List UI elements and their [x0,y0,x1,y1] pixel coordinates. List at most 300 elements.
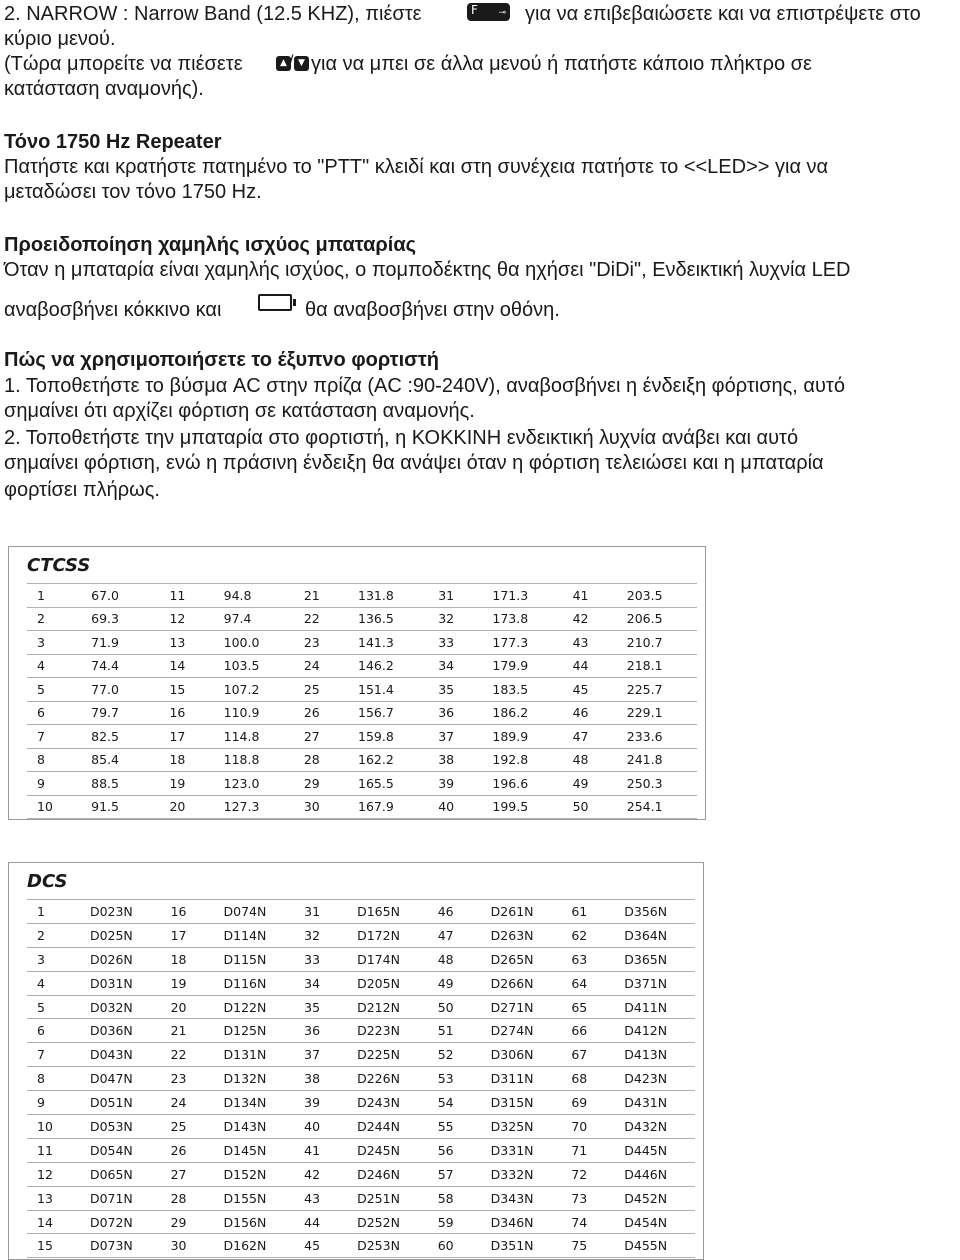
dcs-index-cell: 13 [27,1186,80,1210]
dcs-index-cell: 42 [294,1162,347,1186]
dcs-row [27,900,695,924]
dcs-value-cell: D073N [80,1234,161,1258]
dcs-value-cell: D343N [481,1186,562,1210]
dcs-value-cell: D365N [614,947,695,971]
dcs-row [27,923,695,947]
dcs-value-cell: D223N [347,1019,428,1043]
narrow-line3-end: για να μπει σε άλλα μενού ή πατήστε κάποιο πλήκτρο σε [311,53,812,75]
dcs-value-cell: D051N [80,1091,161,1115]
dcs-table [27,899,695,1258]
ctcss-index-cell: 43 [563,631,617,655]
ctcss-index-cell: 31 [428,584,482,608]
ctcss-value-cell: 71.9 [81,631,159,655]
ctcss-row [27,631,697,655]
dcs-value-cell: D165N [347,900,428,924]
dcs-value-cell: D115N [214,947,295,971]
dcs-index-cell: 37 [294,1043,347,1067]
dcs-value-cell: D253N [347,1234,428,1258]
dcs-value-cell: D445N [614,1138,695,1162]
dcs-value-cell: D122N [214,995,295,1019]
ctcss-index-cell: 46 [563,701,617,725]
ctcss-value-cell: 162.2 [348,748,428,772]
dcs-row [27,947,695,971]
dcs-index-cell: 1 [27,900,80,924]
ctcss-index-cell: 8 [27,748,81,772]
dcs-value-cell: D325N [481,1115,562,1139]
ctcss-value-cell: 199.5 [482,795,562,819]
ctcss-index-cell: 50 [563,795,617,819]
dcs-value-cell: D131N [214,1043,295,1067]
dcs-value-cell: D332N [481,1162,562,1186]
ctcss-index-cell: 27 [294,725,348,749]
charger-line2: σημαίνει ότι αρχίζει φόρτιση σε κατάσταση αναμονής. [4,400,475,422]
dcs-index-cell: 53 [428,1067,481,1091]
dcs-row [27,995,695,1019]
dcs-value-cell: D274N [481,1019,562,1043]
ctcss-value-cell: 127.3 [214,795,294,819]
dcs-value-cell: D431N [614,1091,695,1115]
key-separator: / [289,53,294,70]
ctcss-index-cell: 14 [159,654,213,678]
ctcss-index-cell: 49 [563,772,617,796]
dcs-index-cell: 70 [561,1115,614,1139]
ctcss-index-cell: 29 [294,772,348,796]
ctcss-panel [8,546,706,820]
f-key-label: F [471,3,478,17]
ctcss-index-cell: 45 [563,678,617,702]
ctcss-index-cell: 6 [27,701,81,725]
ctcss-index-cell: 10 [27,795,81,819]
ctcss-value-cell: 254.1 [617,795,697,819]
dcs-index-cell: 73 [561,1186,614,1210]
dcs-index-cell: 36 [294,1019,347,1043]
dcs-index-cell: 10 [27,1115,80,1139]
dcs-index-cell: 15 [27,1234,80,1258]
dcs-value-cell: D454N [614,1210,695,1234]
ctcss-value-cell: 151.4 [348,678,428,702]
ctcss-value-cell: 88.5 [81,772,159,796]
battery-icon [258,294,292,311]
dcs-value-cell: D244N [347,1115,428,1139]
dcs-index-cell: 48 [428,947,481,971]
dcs-value-cell: D246N [347,1162,428,1186]
ctcss-index-cell: 41 [563,584,617,608]
dcs-value-cell: D152N [214,1162,295,1186]
dcs-index-cell: 18 [161,947,214,971]
ctcss-index-cell: 36 [428,701,482,725]
ctcss-index-cell: 13 [159,631,213,655]
dcs-value-cell: D116N [214,971,295,995]
ctcss-row [27,725,697,749]
ctcss-row [27,607,697,631]
ctcss-index-cell: 48 [563,748,617,772]
dcs-index-cell: 19 [161,971,214,995]
dcs-index-cell: 8 [27,1067,80,1091]
ctcss-value-cell: 97.4 [214,607,294,631]
dcs-value-cell: D031N [80,971,161,995]
ctcss-index-cell: 5 [27,678,81,702]
dcs-index-cell: 62 [561,923,614,947]
ctcss-value-cell: 203.5 [617,584,697,608]
ctcss-value-cell: 123.0 [214,772,294,796]
dcs-value-cell: D371N [614,971,695,995]
ctcss-value-cell: 69.3 [81,607,159,631]
dcs-value-cell: D446N [614,1162,695,1186]
dcs-index-cell: 69 [561,1091,614,1115]
charger-line5: φορτίσει πλήρως. [4,479,160,501]
dcs-index-cell: 25 [161,1115,214,1139]
dcs-index-cell: 29 [161,1210,214,1234]
dcs-row [27,1210,695,1234]
dcs-index-cell: 47 [428,923,481,947]
charger-line1: 1. Τοποθετήστε το βύσμα AC στην πρίζα (AC :90-240V), αναβοσβήνει η ένδειξη φόρτισης, αυτό [4,375,845,397]
dcs-value-cell: D331N [481,1138,562,1162]
ctcss-value-cell: 103.5 [214,654,294,678]
dcs-index-cell: 28 [161,1186,214,1210]
battery-line2-end: θα αναβοσβήνει στην οθόνη. [305,299,560,321]
ctcss-index-cell: 17 [159,725,213,749]
charger-heading: Πώς να χρησιμοποιήσετε το έξυπνο φορτιστή [4,349,439,371]
dcs-value-cell: D315N [481,1091,562,1115]
ctcss-row [27,654,697,678]
dcs-value-cell: D036N [80,1019,161,1043]
dcs-index-cell: 63 [561,947,614,971]
ctcss-value-cell: 165.5 [348,772,428,796]
dcs-value-cell: D212N [347,995,428,1019]
dcs-value-cell: D025N [80,923,161,947]
dcs-index-cell: 14 [27,1210,80,1234]
dcs-value-cell: D452N [614,1186,695,1210]
ctcss-index-cell: 3 [27,631,81,655]
ctcss-value-cell: 177.3 [482,631,562,655]
ctcss-index-cell: 35 [428,678,482,702]
ctcss-index-cell: 22 [294,607,348,631]
dcs-row [27,1091,695,1115]
dcs-index-cell: 27 [161,1162,214,1186]
dcs-value-cell: D047N [80,1067,161,1091]
dcs-index-cell: 60 [428,1234,481,1258]
dcs-value-cell: D145N [214,1138,295,1162]
dcs-index-cell: 45 [294,1234,347,1258]
ctcss-index-cell: 38 [428,748,482,772]
dcs-row [27,1043,695,1067]
dcs-index-cell: 20 [161,995,214,1019]
dcs-index-cell: 46 [428,900,481,924]
ctcss-table [27,583,697,819]
dcs-index-cell: 4 [27,971,80,995]
ctcss-value-cell: 179.9 [482,654,562,678]
ctcss-index-cell: 47 [563,725,617,749]
dcs-value-cell: D311N [481,1067,562,1091]
charger-line3: 2. Τοποθετήστε την μπαταρία στο φορτιστή, η ΚΟΚΚΙΝΗ ενδεικτική λυχνία ανάβει και αυτό [4,427,799,449]
dcs-panel [8,862,704,1260]
dcs-value-cell: D054N [80,1138,161,1162]
dcs-index-cell: 67 [561,1043,614,1067]
ctcss-index-cell: 4 [27,654,81,678]
ctcss-index-cell: 1 [27,584,81,608]
ctcss-value-cell: 173.8 [482,607,562,631]
dcs-index-cell: 26 [161,1138,214,1162]
narrow-line4: κατάσταση αναμονής). [4,78,204,100]
dcs-index-cell: 68 [561,1067,614,1091]
dcs-row [27,971,695,995]
ctcss-index-cell: 2 [27,607,81,631]
dcs-title: DCS [27,871,68,892]
dcs-row [27,1234,695,1258]
ctcss-index-cell: 30 [294,795,348,819]
ctcss-value-cell: 114.8 [214,725,294,749]
tone-line1: Πατήστε και κρατήστε πατημένο το "PTT" κλειδί και στη συνέχεια πατήστε το <<LED>> για να [4,156,829,178]
ctcss-value-cell: 131.8 [348,584,428,608]
ctcss-value-cell: 233.6 [617,725,697,749]
dcs-row [27,1186,695,1210]
ctcss-value-cell: 196.6 [482,772,562,796]
dcs-row [27,1162,695,1186]
ctcss-value-cell: 206.5 [617,607,697,631]
dcs-value-cell: D306N [481,1043,562,1067]
ctcss-value-cell: 85.4 [81,748,159,772]
ctcss-value-cell: 118.8 [214,748,294,772]
ctcss-row [27,701,697,725]
tone-line2: μεταδώσει τον τόνο 1750 Hz. [4,181,262,203]
dcs-value-cell: D072N [80,1210,161,1234]
ctcss-row [27,795,697,819]
dcs-value-cell: D205N [347,971,428,995]
dcs-value-cell: D043N [80,1043,161,1067]
ctcss-value-cell: 189.9 [482,725,562,749]
dcs-index-cell: 43 [294,1186,347,1210]
ctcss-index-cell: 21 [294,584,348,608]
dcs-index-cell: 38 [294,1067,347,1091]
dcs-value-cell: D261N [481,900,562,924]
dcs-value-cell: D265N [481,947,562,971]
dcs-value-cell: D143N [214,1115,295,1139]
dcs-index-cell: 75 [561,1234,614,1258]
ctcss-value-cell: 82.5 [81,725,159,749]
dcs-index-cell: 66 [561,1019,614,1043]
ctcss-row [27,772,697,796]
dcs-index-cell: 55 [428,1115,481,1139]
dcs-value-cell: D065N [80,1162,161,1186]
dcs-value-cell: D134N [214,1091,295,1115]
down-key-icon: ▼ [294,56,309,71]
ctcss-value-cell: 250.3 [617,772,697,796]
ctcss-index-cell: 42 [563,607,617,631]
dcs-value-cell: D356N [614,900,695,924]
dcs-index-cell: 35 [294,995,347,1019]
up-key-icon: ▲ [276,56,291,71]
narrow-line3-start: (Τώρα μπορείτε να πιέσετε [4,53,243,75]
dcs-index-cell: 71 [561,1138,614,1162]
dcs-value-cell: D225N [347,1043,428,1067]
battery-line2-start: αναβοσβήνει κόκκινο και [4,299,222,321]
narrow-line1-end: για να επιβεβαιώσετε και να επιστρέψετε στο [525,3,921,25]
ctcss-index-cell: 40 [428,795,482,819]
ctcss-value-cell: 192.8 [482,748,562,772]
dcs-value-cell: D413N [614,1043,695,1067]
ctcss-value-cell: 141.3 [348,631,428,655]
ctcss-index-cell: 19 [159,772,213,796]
ctcss-value-cell: 91.5 [81,795,159,819]
dcs-index-cell: 21 [161,1019,214,1043]
dcs-value-cell: D455N [614,1234,695,1258]
ctcss-value-cell: 100.0 [214,631,294,655]
ctcss-value-cell: 229.1 [617,701,697,725]
ctcss-value-cell: 67.0 [81,584,159,608]
dcs-index-cell: 40 [294,1115,347,1139]
tone-heading: Τόνο 1750 Hz Repeater [4,131,222,153]
ctcss-value-cell: 156.7 [348,701,428,725]
dcs-value-cell: D155N [214,1186,295,1210]
ctcss-value-cell: 241.8 [617,748,697,772]
f-key-icon [467,3,510,21]
dcs-index-cell: 24 [161,1091,214,1115]
ctcss-value-cell: 136.5 [348,607,428,631]
dcs-value-cell: D226N [347,1067,428,1091]
dcs-value-cell: D346N [481,1210,562,1234]
ctcss-index-cell: 15 [159,678,213,702]
dcs-index-cell: 32 [294,923,347,947]
ctcss-value-cell: 159.8 [348,725,428,749]
dcs-value-cell: D364N [614,923,695,947]
dcs-index-cell: 65 [561,995,614,1019]
ctcss-value-cell: 94.8 [214,584,294,608]
dcs-index-cell: 54 [428,1091,481,1115]
dcs-value-cell: D125N [214,1019,295,1043]
ctcss-row [27,584,697,608]
dcs-value-cell: D252N [347,1210,428,1234]
ctcss-value-cell: 79.7 [81,701,159,725]
dcs-value-cell: D172N [347,923,428,947]
dcs-value-cell: D114N [214,923,295,947]
battery-heading: Προειδοποίηση χαμηλής ισχύος μπαταρίας [4,234,417,256]
dcs-index-cell: 49 [428,971,481,995]
dcs-value-cell: D266N [481,971,562,995]
dcs-index-cell: 58 [428,1186,481,1210]
ctcss-value-cell: 210.7 [617,631,697,655]
dcs-index-cell: 44 [294,1210,347,1234]
dcs-value-cell: D271N [481,995,562,1019]
ctcss-index-cell: 11 [159,584,213,608]
dcs-index-cell: 56 [428,1138,481,1162]
dcs-index-cell: 23 [161,1067,214,1091]
ctcss-value-cell: 74.4 [81,654,159,678]
dcs-value-cell: D243N [347,1091,428,1115]
dcs-index-cell: 64 [561,971,614,995]
dcs-value-cell: D174N [347,947,428,971]
ctcss-value-cell: 218.1 [617,654,697,678]
dcs-row [27,1019,695,1043]
dcs-index-cell: 57 [428,1162,481,1186]
charger-line4: σημαίνει φόρτιση, ενώ η πράσινη ένδειξη θα ανάψει όταν η φόρτιση τελειώσει και η μπαταρία [4,452,824,474]
ctcss-index-cell: 39 [428,772,482,796]
dcs-row [27,1067,695,1091]
ctcss-index-cell: 18 [159,748,213,772]
ctcss-index-cell: 20 [159,795,213,819]
dcs-value-cell: D245N [347,1138,428,1162]
narrow-line2: κύριο μενού. [4,28,116,50]
dcs-index-cell: 31 [294,900,347,924]
dcs-index-cell: 12 [27,1162,80,1186]
dcs-index-cell: 3 [27,947,80,971]
dcs-value-cell: D411N [614,995,695,1019]
ctcss-value-cell: 146.2 [348,654,428,678]
ctcss-index-cell: 7 [27,725,81,749]
ctcss-index-cell: 9 [27,772,81,796]
dcs-value-cell: D053N [80,1115,161,1139]
dcs-index-cell: 17 [161,923,214,947]
dcs-index-cell: 74 [561,1210,614,1234]
dcs-index-cell: 52 [428,1043,481,1067]
dcs-value-cell: D026N [80,947,161,971]
dcs-index-cell: 5 [27,995,80,1019]
ctcss-index-cell: 26 [294,701,348,725]
dcs-index-cell: 34 [294,971,347,995]
dcs-value-cell: D423N [614,1067,695,1091]
dcs-row [27,1138,695,1162]
ctcss-row [27,678,697,702]
dcs-value-cell: D432N [614,1115,695,1139]
dcs-row [27,1115,695,1139]
dcs-index-cell: 6 [27,1019,80,1043]
key-lock-icon: ⊸ [498,8,506,18]
dcs-index-cell: 33 [294,947,347,971]
dcs-index-cell: 50 [428,995,481,1019]
dcs-value-cell: D132N [214,1067,295,1091]
ctcss-index-cell: 34 [428,654,482,678]
ctcss-value-cell: 186.2 [482,701,562,725]
ctcss-index-cell: 32 [428,607,482,631]
dcs-value-cell: D156N [214,1210,295,1234]
dcs-index-cell: 61 [561,900,614,924]
ctcss-index-cell: 33 [428,631,482,655]
dcs-index-cell: 59 [428,1210,481,1234]
dcs-value-cell: D351N [481,1234,562,1258]
ctcss-value-cell: 183.5 [482,678,562,702]
dcs-value-cell: D023N [80,900,161,924]
ctcss-title: CTCSS [27,555,91,576]
dcs-value-cell: D074N [214,900,295,924]
ctcss-index-cell: 28 [294,748,348,772]
dcs-index-cell: 72 [561,1162,614,1186]
dcs-value-cell: D263N [481,923,562,947]
dcs-index-cell: 16 [161,900,214,924]
dcs-index-cell: 9 [27,1091,80,1115]
dcs-value-cell: D032N [80,995,161,1019]
dcs-index-cell: 7 [27,1043,80,1067]
ctcss-index-cell: 12 [159,607,213,631]
dcs-index-cell: 41 [294,1138,347,1162]
ctcss-value-cell: 225.7 [617,678,697,702]
ctcss-index-cell: 24 [294,654,348,678]
ctcss-value-cell: 110.9 [214,701,294,725]
dcs-index-cell: 30 [161,1234,214,1258]
dcs-index-cell: 11 [27,1138,80,1162]
battery-line1: Όταν η μπαταρία είναι χαμηλής ισχύος, ο πομποδέκτης θα ηχήσει "DiDi", Ενδεικτική λυχνία LED [4,259,851,281]
ctcss-value-cell: 107.2 [214,678,294,702]
ctcss-index-cell: 16 [159,701,213,725]
dcs-value-cell: D162N [214,1234,295,1258]
dcs-value-cell: D412N [614,1019,695,1043]
dcs-index-cell: 39 [294,1091,347,1115]
ctcss-index-cell: 25 [294,678,348,702]
dcs-index-cell: 2 [27,923,80,947]
ctcss-row [27,748,697,772]
ctcss-index-cell: 37 [428,725,482,749]
dcs-value-cell: D251N [347,1186,428,1210]
narrow-line1-start: 2. NARROW : Narrow Band (12.5 KHZ), πιέστε [4,3,422,25]
dcs-value-cell: D071N [80,1186,161,1210]
